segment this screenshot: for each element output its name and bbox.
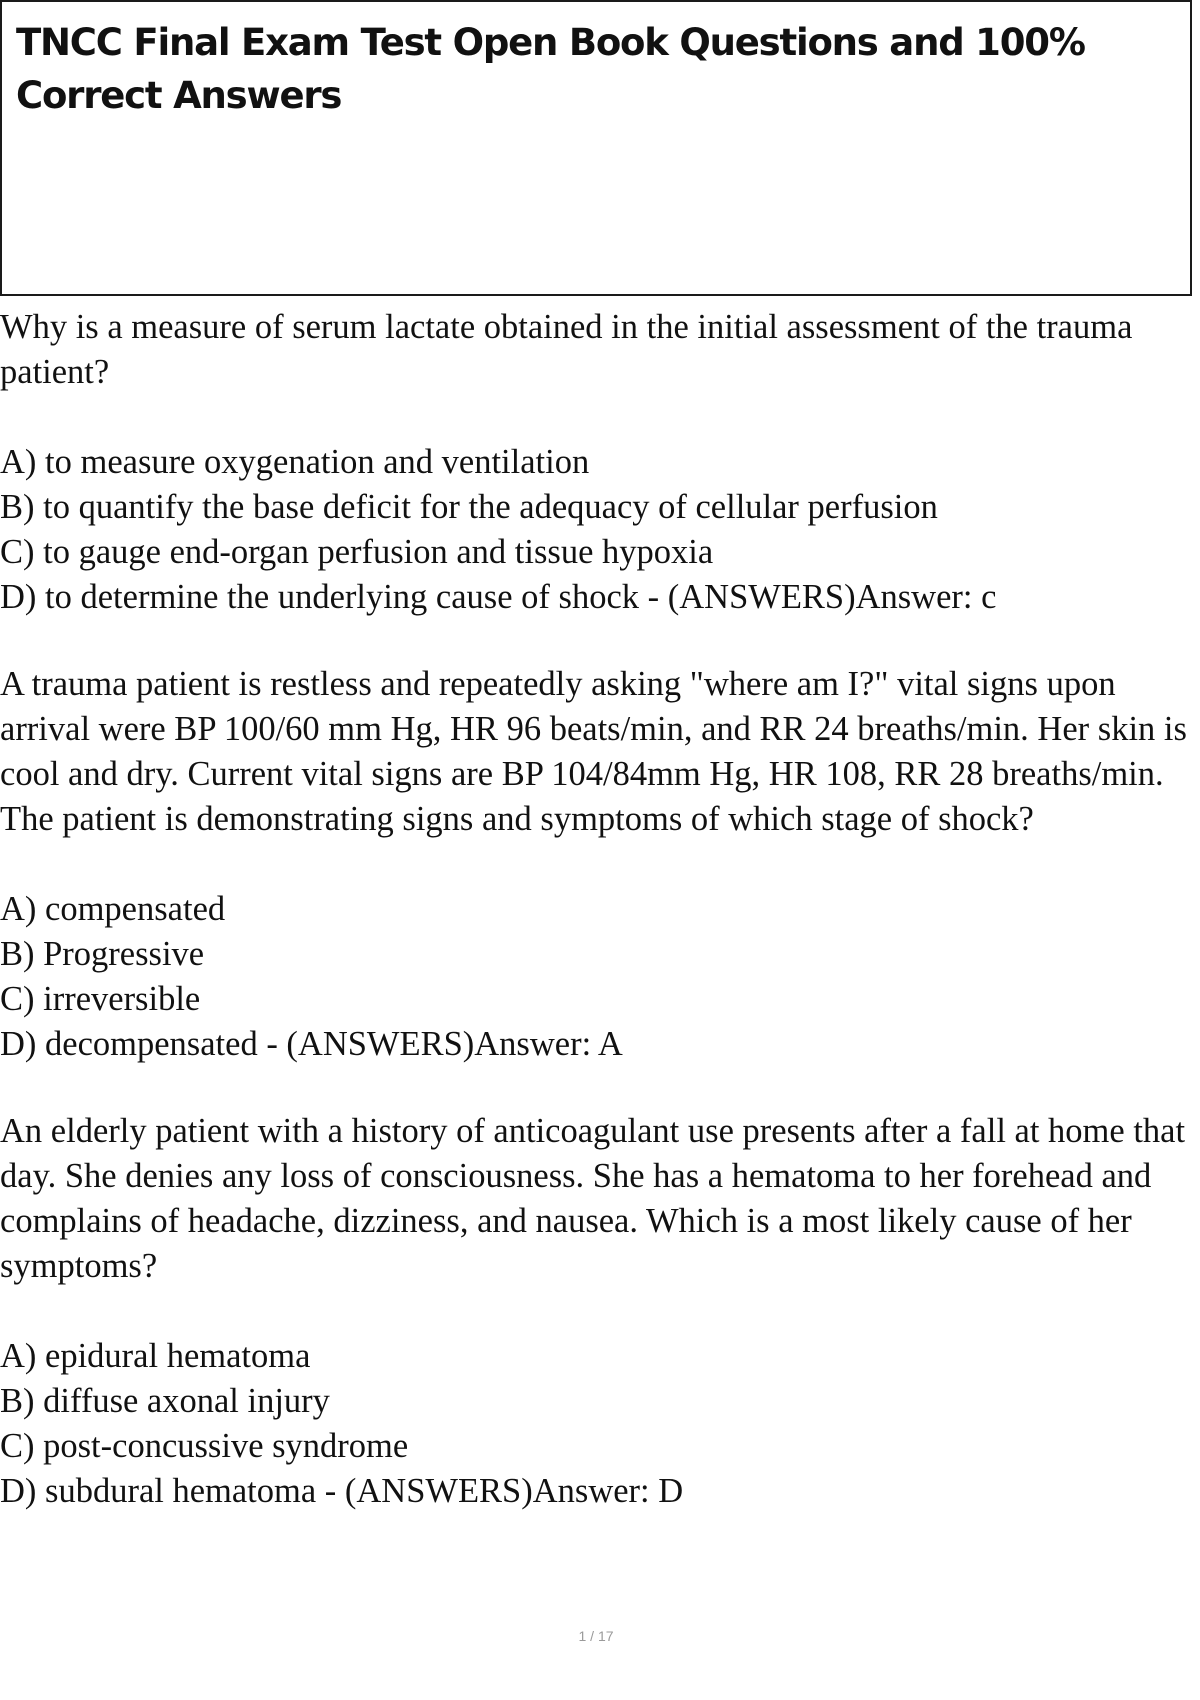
answer-options	[0, 1334, 1192, 1514]
option-a: A) to measure oxygenation and ventilation	[0, 443, 590, 481]
option-a: A) epidural hematoma	[0, 1337, 311, 1375]
option-c: C) to gauge end-organ perfusion and tissue hypoxia	[0, 533, 714, 571]
question-2	[0, 662, 1192, 1067]
question-stem: An elderly patient with a history of anticoagulant use presents after a fall at home that day. She denies any loss of consciousness. She has a hematoma to her forehead and complains of headache, dizziness, and nausea. Which is a most likely cause of her symptoms?	[0, 1112, 1186, 1285]
question-stem: A trauma patient is restless and repeatedly asking "where am I?" vital signs upon arrival were BP 100/60 mm Hg, HR 96 beats/min, and RR 24 breaths/min. Her skin is cool and dry. Current vital signs are BP 104/84mm Hg, HR 108, RR 28 breaths/min. The patient is demonstrating signs and symptoms of which stage of shock?	[0, 665, 1187, 838]
answer-options	[0, 440, 1192, 620]
option-b: B) diffuse axonal injury	[0, 1382, 330, 1420]
option-a: A) compensated	[0, 890, 226, 928]
option-d: D) subdural hematoma - (ANSWERS)Answer: D	[0, 1472, 684, 1510]
option-b: B) to quantify the base deficit for the adequacy of cellular perfusion	[0, 488, 938, 526]
question-1	[0, 305, 1192, 620]
option-c: C) post-concussive syndrome	[0, 1427, 409, 1465]
question-3	[0, 1109, 1192, 1514]
option-d: D) to determine the underlying cause of shock - (ANSWERS)Answer: c	[0, 578, 997, 616]
spacer	[0, 620, 1192, 662]
title-box	[0, 0, 1192, 296]
page-number: 1 / 17	[578, 1628, 614, 1644]
question-list	[0, 305, 1192, 1514]
document-title: TNCC Final Exam Test Open Book Questions and 100% Correct Answers	[16, 21, 1085, 117]
option-c: C) irreversible	[0, 980, 201, 1018]
question-stem: Why is a measure of serum lactate obtained in the initial assessment of the trauma patient?	[0, 308, 1133, 391]
option-b: B) Progressive	[0, 935, 205, 973]
answer-options	[0, 887, 1192, 1067]
spacer	[0, 1067, 1192, 1109]
option-d: D) decompensated - (ANSWERS)Answer: A	[0, 1025, 623, 1063]
